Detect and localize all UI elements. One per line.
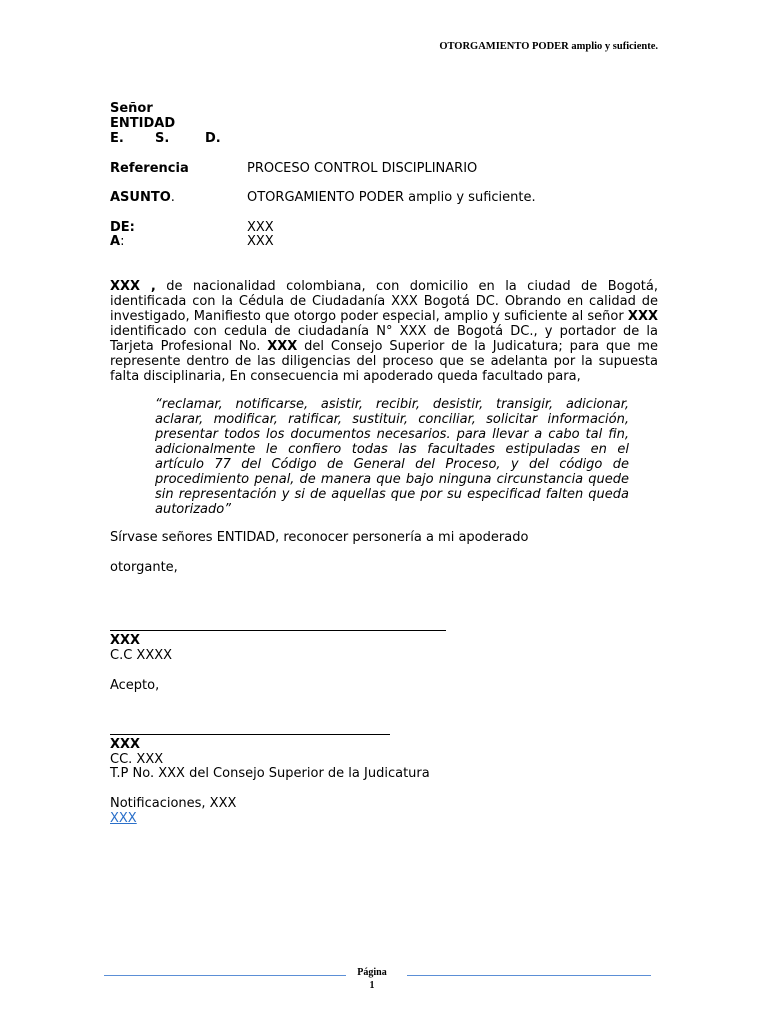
page-label: Página [357, 967, 387, 978]
signer1-name: XXX [110, 633, 141, 648]
header-title-bold: OTORGAMIENTO PODER [439, 41, 569, 52]
grantor-name: XXX , [110, 279, 156, 294]
notifications-label: Notificaciones, XXX [110, 796, 237, 811]
body-part3: del Consejo Superior de la Judicatura; para que me represente dentro de las diligencias del proceso que se adelanta por la supuesta falta disciplinaria, En consecuencia mi apoderado queda facultado para, [110, 339, 658, 384]
accept-line: Acepto, [110, 678, 160, 693]
recipient-salutation: Señor [110, 101, 153, 116]
request-line: Sírvase señores ENTIDAD, reconocer personería a mi apoderado [110, 530, 529, 545]
body-part2: identificado con cedula de ciudadanía N° XXX de Bogotá DC., y portador de la Tarjeta Profesional No. [110, 324, 658, 354]
a-label-colon: : [120, 234, 125, 249]
recipient-entity: ENTIDAD [110, 116, 176, 131]
asunto-value: OTORGAMIENTO PODER amplio y suficiente. [247, 190, 536, 205]
a-value: XXX [247, 234, 274, 249]
footer-line-right [407, 975, 651, 976]
esd-d: D. [205, 131, 221, 146]
signature-line-1 [110, 630, 446, 631]
asunto-label [110, 190, 175, 205]
de-label-text: DE [110, 220, 130, 235]
a-label [110, 234, 124, 249]
page-number-value: 1 [369, 980, 375, 991]
footer-line-left [104, 975, 346, 976]
de-label [110, 220, 135, 235]
notifications-link[interactable]: XXX [110, 811, 137, 826]
referencia-label: Referencia [110, 161, 189, 176]
page-number [352, 966, 392, 992]
de-label-colon: : [129, 220, 135, 235]
asunto-label-dot: . [170, 190, 175, 205]
esd-s: S. [155, 131, 170, 146]
closing-line: otorgante, [110, 560, 178, 575]
body-part1: de nacionalidad colombiana, con domicilio en la ciudad de Bogotá, identificada con la Cédula de Ciudadanía XXX Bogotá DC. Obrando en calidad de investigado, Manifiesto que otorgo poder especial, amplio y suficiente al señor [110, 279, 658, 324]
esd-e: E. [110, 131, 124, 146]
de-value: XXX [247, 220, 274, 235]
signer1-id: C.C XXXX [110, 648, 173, 663]
signer2-id: CC. XXX [110, 752, 164, 767]
body-paragraph [110, 279, 658, 384]
attorney-name: XXX [627, 309, 658, 324]
header-title-rest: amplio y suficiente. [568, 41, 658, 52]
asunto-label-text: ASUNTO [110, 190, 171, 205]
a-label-text: A [110, 234, 121, 249]
signature-line-2 [110, 734, 390, 735]
signer2-tp: T.P No. XXX del Consejo Superior de la Judicatura [110, 766, 430, 781]
page-header [439, 41, 658, 52]
powers-quote: “reclamar, notificarse, asistir, recibir, desistir, transigir, adicionar, aclarar, modificar, ratificar, sustituir, conciliar, solicitar información, presentar todos los documentos necesarios. para llevar a cabo tal fin, adicionalmente le confiero todas las facultades estipuladas en el artículo 77 del Código de General del Proceso, y del código de procedimiento penal, de manera que bajo ninguna circunstancia quede sin representación y si de aquellas que por su especificad falten queda autorizado” [155, 397, 629, 517]
tp-number: XXX [267, 339, 298, 354]
referencia-value: PROCESO CONTROL DISCIPLINARIO [247, 161, 478, 176]
signer2-name: XXX [110, 737, 141, 752]
